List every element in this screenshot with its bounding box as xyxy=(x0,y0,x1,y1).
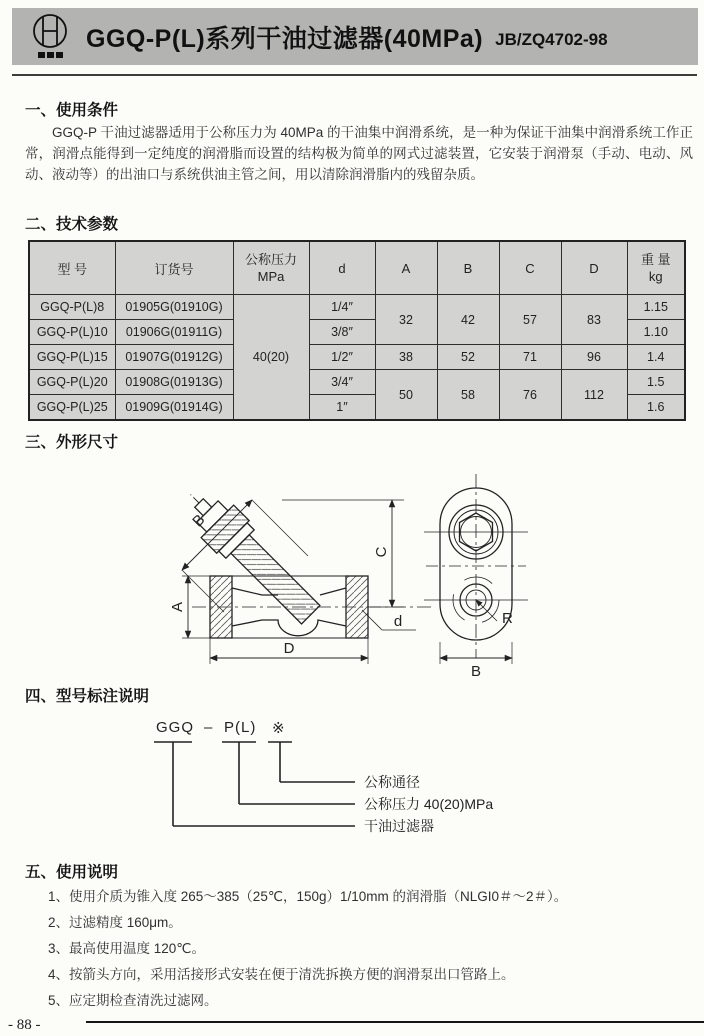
cell-model: GGQ-P(L)25 xyxy=(29,395,115,421)
table-row xyxy=(29,370,685,395)
col-header-c: C xyxy=(499,241,561,295)
table-header-row xyxy=(29,241,685,295)
model-label-bore: 公称通径 xyxy=(364,774,420,790)
section1-title: 一、使用条件 xyxy=(25,102,119,119)
model-code-star: ※ xyxy=(272,720,286,737)
cell-order: 01909G(01914G) xyxy=(115,395,233,421)
cell-dd: 112 xyxy=(561,370,627,421)
model-label-pressure: 公称压力 40(20)MPa xyxy=(364,796,494,812)
dim-label-b-side: B xyxy=(189,511,209,531)
cell-d: 1″ xyxy=(309,395,375,421)
cell-d: 1/4″ xyxy=(309,295,375,320)
dim-label-b-end: B xyxy=(470,663,482,680)
usage-conditions-paragraph: GGQ-P 干油过滤器适用于公称压力为 40MPa 的干油集中润滑系统，是一种为保证干油集中润滑系统工作正常，润滑点能得到一定纯度的润滑脂而设置的结构极为简单的网式过滤装置，它安装于润滑泵（手动、电动、风动、液动等）的出油口与系统供油主管之间，用以清除润滑脂内的残留杂质。 xyxy=(25,125,693,182)
cell-d: 3/4″ xyxy=(309,370,375,395)
footer-divider xyxy=(86,1021,704,1023)
col-header-dd: D xyxy=(561,241,627,295)
cell-weight: 1.15 xyxy=(627,295,685,320)
section2-title: 二、技术参数 xyxy=(25,216,119,233)
model-code-prefix: GGQ xyxy=(156,719,195,736)
model-code-mid: P(L) xyxy=(224,719,257,736)
cell-dd: 83 xyxy=(561,295,627,345)
col-header-weight: 重 量 kg xyxy=(627,241,685,295)
dim-label-a: A xyxy=(169,601,186,613)
standard-number: JB/ZQ4702-98 xyxy=(495,29,608,49)
section4-title: 四、型号标注说明 xyxy=(25,688,150,705)
col-header-order: 订货号 xyxy=(115,241,233,295)
spec-table xyxy=(28,240,686,421)
cell-model: GGQ-P(L)20 xyxy=(29,370,115,395)
cell-pressure: 40(20) xyxy=(233,295,309,421)
cell-d: 1/2″ xyxy=(309,345,375,370)
cell-model: GGQ-P(L)15 xyxy=(29,345,115,370)
cell-dd: 96 xyxy=(561,345,627,370)
cell-weight: 1.5 xyxy=(627,370,685,395)
model-label-product: 干油过滤器 xyxy=(364,818,434,834)
cell-a: 32 xyxy=(375,295,437,345)
side-view xyxy=(169,478,432,664)
usage-notes-list xyxy=(48,884,693,1014)
table-row xyxy=(29,345,685,370)
dim-label-d-port: d xyxy=(393,613,403,630)
company-logo-icon xyxy=(28,12,72,62)
model-code-dash: – xyxy=(204,719,214,736)
dim-label-r: R xyxy=(502,610,513,627)
cell-b: 42 xyxy=(437,295,499,345)
cell-c: 71 xyxy=(499,345,561,370)
list-item: 1、使用介质为锥入度 265～385（25℃，150g）1/10mm 的润滑脂（NLGI0＃～2＃）。 xyxy=(48,889,568,904)
header-divider xyxy=(12,74,697,76)
cell-a: 38 xyxy=(375,345,437,370)
col-header-pressure: 公称压力 MPa xyxy=(233,241,309,295)
cell-weight: 1.10 xyxy=(627,320,685,345)
cell-order: 01905G(01910G) xyxy=(115,295,233,320)
list-item: 4、按箭头方向，采用活接形式安装在便于清洗拆换方便的润滑泵出口管路上。 xyxy=(48,967,515,982)
header-bar xyxy=(12,8,698,65)
table-row xyxy=(29,295,685,320)
cell-c: 57 xyxy=(499,295,561,345)
list-item: 3、最高使用温度 120℃。 xyxy=(48,941,205,956)
list-item: 5、应定期检查清洗过滤网。 xyxy=(48,993,218,1008)
page-number: - 88 - xyxy=(8,1017,41,1033)
outline-dimension-drawing xyxy=(130,452,690,680)
cell-d: 3/8″ xyxy=(309,320,375,345)
cell-order: 01906G(01911G) xyxy=(115,320,233,345)
cell-model: GGQ-P(L)10 xyxy=(29,320,115,345)
list-item: 2、过滤精度 160μm。 xyxy=(48,915,182,930)
page-title: GGQ-P(L)系列干油过滤器(40MPa) xyxy=(86,24,484,53)
col-header-model: 型 号 xyxy=(29,241,115,295)
col-header-d: d xyxy=(309,241,375,295)
cell-weight: 1.4 xyxy=(627,345,685,370)
model-designation-diagram xyxy=(140,700,700,845)
cell-b: 58 xyxy=(437,370,499,421)
cell-order: 01908G(01913G) xyxy=(115,370,233,395)
cell-order: 01907G(01912G) xyxy=(115,345,233,370)
cell-weight: 1.6 xyxy=(627,395,685,421)
cell-b: 52 xyxy=(437,345,499,370)
dim-label-d-len: D xyxy=(283,640,295,657)
col-header-a: A xyxy=(375,241,437,295)
col-header-b: B xyxy=(437,241,499,295)
section5-title: 五、使用说明 xyxy=(25,864,119,881)
cell-model: GGQ-P(L)8 xyxy=(29,295,115,320)
cell-c: 76 xyxy=(499,370,561,421)
section3-title: 三、外形尺寸 xyxy=(25,434,119,451)
dim-label-c: C xyxy=(373,546,390,558)
cell-a: 50 xyxy=(375,370,437,421)
end-view xyxy=(424,474,528,680)
